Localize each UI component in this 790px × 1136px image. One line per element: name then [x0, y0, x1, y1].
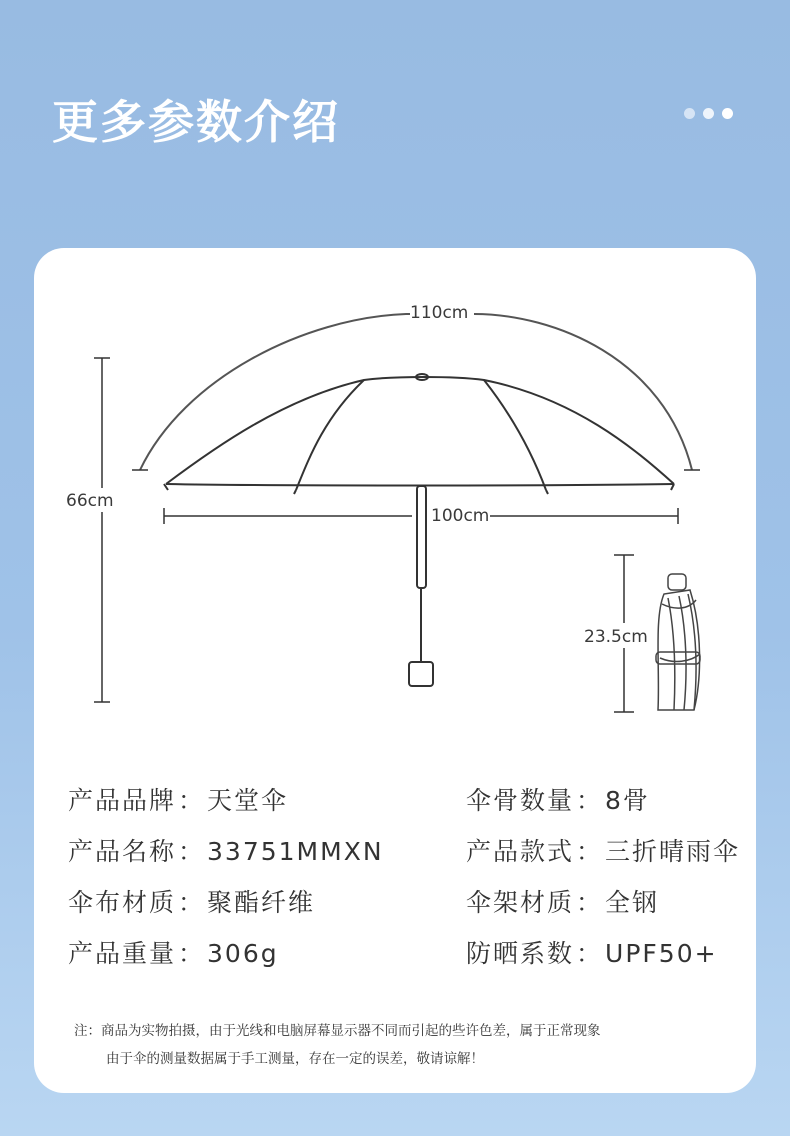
page-title: 更多参数介绍 — [52, 95, 340, 149]
note-line-2: 由于伞的测量数据属于手工测量，存在一定的误差，敬请谅解！ — [106, 1051, 484, 1067]
spec-label: 伞骨数量 — [466, 786, 575, 815]
spec-separator: ： — [576, 888, 604, 917]
spec-separator: ： — [576, 837, 604, 866]
spec-separator: ： — [178, 939, 206, 968]
arc-dimension-line-right — [474, 314, 692, 470]
spec-value: 天堂伞 — [207, 786, 289, 815]
width-dimension-line — [164, 508, 678, 524]
spec-product-name — [68, 832, 384, 868]
folded-label: 23.5cm — [584, 627, 648, 647]
spec-label: 产品重量 — [68, 939, 177, 968]
spec-value: 全钢 — [605, 888, 660, 917]
spec-upf — [466, 934, 718, 970]
more-dots-icon — [684, 108, 740, 122]
spec-value: 8骨 — [605, 786, 650, 815]
spec-label: 防晒系数 — [466, 939, 575, 968]
spec-separator: ： — [178, 888, 206, 917]
umbrella-diagram — [34, 248, 756, 728]
dot-1 — [684, 108, 695, 119]
spec-ribs — [466, 781, 650, 817]
spec-label: 伞布材质 — [68, 888, 177, 917]
spec-label: 产品品牌 — [68, 786, 177, 815]
folded-umbrella-icon — [656, 574, 700, 710]
spec-card — [34, 248, 756, 1093]
note-line-1: 注：商品为实物拍摄，由于光线和电脑屏幕显示器不同而引起的些许色差，属于正常现象 — [74, 1023, 601, 1039]
dot-3 — [722, 108, 733, 119]
spec-value: 306g — [207, 939, 279, 968]
spec-weight — [68, 934, 279, 970]
spec-separator: ： — [576, 786, 604, 815]
height-dimension-line — [94, 358, 110, 702]
spec-separator: ： — [178, 837, 206, 866]
spec-separator: ： — [576, 939, 604, 968]
spec-fabric — [68, 883, 315, 919]
arc-label: 110cm — [410, 303, 469, 323]
spec-brand — [68, 781, 288, 817]
height-label: 66cm — [66, 491, 114, 511]
dot-2 — [703, 108, 714, 119]
spec-value: UPF50+ — [605, 939, 718, 968]
width-label: 100cm — [431, 506, 490, 526]
spec-frame — [466, 883, 659, 919]
spec-label: 产品名称 — [68, 837, 177, 866]
spec-style — [466, 832, 740, 868]
spec-label: 产品款式 — [466, 837, 575, 866]
spec-separator: ： — [178, 786, 206, 815]
arc-dimension-line — [140, 314, 410, 470]
spec-label: 伞架材质 — [466, 888, 575, 917]
spec-value: 聚酯纤维 — [207, 888, 316, 917]
spec-value: 33751MMXN — [207, 837, 384, 866]
spec-value: 三折晴雨伞 — [605, 837, 741, 866]
